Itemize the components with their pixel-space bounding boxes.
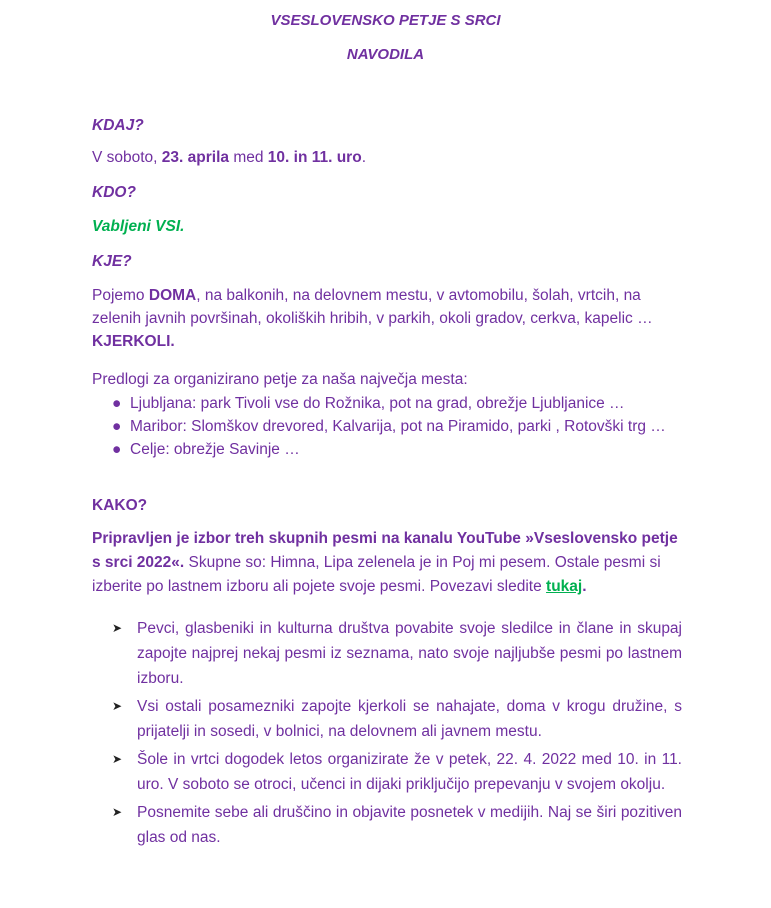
list-item — [92, 747, 682, 797]
kako-link-end: . — [582, 578, 587, 595]
kako-text — [92, 527, 682, 599]
kje-heading: KJE? — [92, 253, 132, 270]
bullet-icon: ● — [112, 418, 122, 435]
kje-kjerkoli: KJERKOLI. — [92, 333, 175, 350]
step-text: Posnemite sebe ali druščino in objavite posnetek v medijih. Naj se širi pozitiven glas od nas. — [137, 804, 682, 846]
list-item — [92, 800, 682, 850]
arrow-bullet-icon: ➤ — [112, 621, 123, 635]
kdaj-text-end: . — [361, 149, 366, 166]
kdaj-heading: KDAJ? — [92, 117, 144, 134]
arrow-bullet-icon: ➤ — [112, 699, 123, 713]
list-item — [110, 438, 682, 461]
proposals-intro: Predlogi za organizirano petje za naša največja mesta: — [92, 371, 468, 388]
kje-doma: DOMA — [148, 287, 197, 304]
kje-text-mid: , na balkonih, na delovnem mestu, v avtomobilu, šolah, vrtcih, na zelenih javnih površinah, okoliških hribih, v parkih, okoli gradov, cerkva, kapelic … — [92, 287, 653, 327]
list-item — [92, 694, 682, 744]
kdo-heading: KDO? — [92, 184, 136, 201]
list-item — [110, 392, 682, 415]
kje-text — [92, 284, 682, 353]
list-item — [92, 616, 682, 691]
place-text: Maribor: Slomškov drevored, Kalvarija, pot na Piramido, parki , Rotovški trg … — [130, 418, 666, 435]
kdaj-text-pre: V soboto, — [92, 149, 162, 166]
places-list — [110, 392, 682, 461]
arrow-bullet-icon: ➤ — [112, 752, 123, 766]
kako-heading: KAKO? — [92, 497, 148, 514]
bullet-icon: ● — [112, 395, 122, 412]
step-text: Vsi ostali posamezniki zapojte kjerkoli se nahajate, doma v krogu družine, s prijatelji in sosedi, v bolnici, na delovnem ali javnem mestu. — [137, 698, 682, 740]
document-subtitle: NAVODILA — [346, 46, 425, 63]
list-item — [110, 415, 682, 438]
arrow-bullet-icon: ➤ — [112, 805, 123, 819]
kako-bold-text: Pripravljen je izbor treh skupnih pesmi na kanalu YouTube »Vseslovensko petje s srci 2022«. — [92, 530, 678, 571]
tukaj-link[interactable]: tukaj — [546, 578, 583, 595]
kako-body-text: Skupne so: Himna, Lipa zelenela je in Poj mi pesem. Ostale pesmi si izberite po lastnem izboru ali pojete svoje pesmi. Povezavi sledite — [92, 554, 661, 595]
kdaj-text-mid: med — [229, 149, 268, 166]
document-title: VSESLOVENSKO PETJE S SRCI — [270, 12, 501, 29]
kdaj-time: 10. in 11. uro — [267, 149, 362, 166]
kje-text-pre: Pojemo — [92, 287, 149, 304]
steps-list — [92, 616, 682, 853]
kdaj-text — [92, 146, 682, 169]
place-text: Celje: obrežje Savinje … — [130, 441, 300, 458]
step-text: Pevci, glasbeniki in kulturna društva povabite svoje sledilce in člane in skupaj zapojte najprej nekaj pesmi iz seznama, nato svoje najljubše pesmi po lastnem izboru. — [137, 620, 682, 687]
kdaj-date: 23. aprila — [161, 149, 230, 166]
kdo-text: Vabljeni VSI. — [92, 218, 185, 235]
place-text: Ljubljana: park Tivoli vse do Rožnika, pot na grad, obrežje Ljubljanice … — [130, 395, 625, 412]
bullet-icon: ● — [112, 441, 122, 458]
step-text: Šole in vrtci dogodek letos organizirate že v petek, 22. 4. 2022 med 10. in 11. uro. V soboto se otroci, učenci in dijaki priključijo prepevanju v svojem okolju. — [137, 751, 682, 793]
